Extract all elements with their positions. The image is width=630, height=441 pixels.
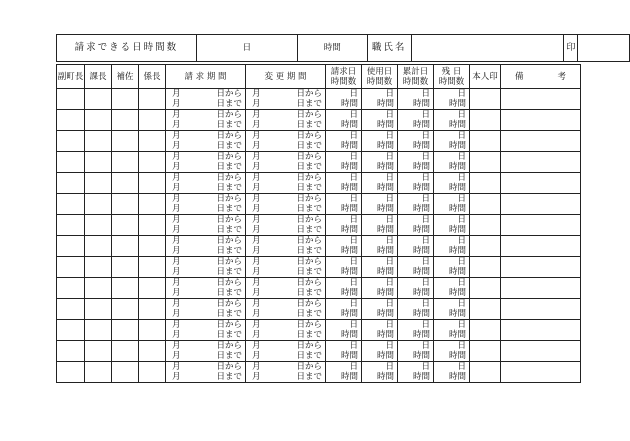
kacho-stamp[interactable] <box>85 299 112 320</box>
leave-request-sheet <box>56 34 630 383</box>
request-days-cell[interactable]: 日 時間 <box>326 173 362 194</box>
used-days-cell[interactable]: 日 時間 <box>362 257 398 278</box>
remaining-days-cell[interactable]: 日 時間 <box>434 278 470 299</box>
remaining-days-cell[interactable]: 日 時間 <box>434 89 470 110</box>
cumulative-days-cell[interactable]: 日 時間 <box>398 173 434 194</box>
cumulative-days-cell[interactable]: 日 時間 <box>398 278 434 299</box>
cumulative-days-cell[interactable]: 日 時間 <box>398 215 434 236</box>
hosa-stamp[interactable] <box>112 236 139 257</box>
kacho-stamp[interactable] <box>85 362 112 383</box>
fukuchocho-stamp[interactable] <box>57 89 85 110</box>
change-period-cell[interactable]: 月 日から 月 日まで <box>246 173 326 194</box>
used-days-cell[interactable]: 日 時間 <box>362 194 398 215</box>
remarks-cell[interactable] <box>501 299 581 320</box>
personal-seal-cell[interactable] <box>470 152 501 173</box>
request-period-cell[interactable]: 月 日から 月 日まで <box>166 173 246 194</box>
personal-seal-cell[interactable] <box>470 173 501 194</box>
remaining-days-cell[interactable]: 日 時間 <box>434 320 470 341</box>
personal-seal-cell[interactable] <box>470 89 501 110</box>
hour-unit: 時間 <box>323 43 341 53</box>
used-days-cell[interactable]: 日 時間 <box>362 320 398 341</box>
used-days-cell[interactable]: 日 時間 <box>362 131 398 152</box>
request-period-cell[interactable]: 月 日から 月 日まで <box>166 341 246 362</box>
kakaricho-stamp[interactable] <box>139 320 166 341</box>
request-period-cell[interactable]: 月 日から 月 日まで <box>166 152 246 173</box>
kakaricho-stamp[interactable] <box>139 299 166 320</box>
hosa-stamp[interactable] <box>112 299 139 320</box>
request-period-cell[interactable]: 月 日から 月 日まで <box>166 215 246 236</box>
table-row <box>57 215 581 236</box>
kakaricho-stamp[interactable] <box>139 89 166 110</box>
request-days-cell[interactable]: 日 時間 <box>326 278 362 299</box>
change-period-cell[interactable]: 月 日から 月 日まで <box>246 299 326 320</box>
table-row <box>57 341 581 362</box>
hosa-stamp[interactable] <box>112 278 139 299</box>
table-row <box>57 110 581 131</box>
hosa-stamp[interactable] <box>112 152 139 173</box>
remarks-cell[interactable] <box>501 236 581 257</box>
name-label: 職氏名 <box>367 35 411 62</box>
claimable-days-label: 請求できる日時間数 <box>57 35 197 62</box>
used-days-cell[interactable]: 日 時間 <box>362 362 398 383</box>
kakaricho-stamp[interactable] <box>139 362 166 383</box>
cumulative-days-cell[interactable]: 日 時間 <box>398 341 434 362</box>
personal-seal-cell[interactable] <box>470 236 501 257</box>
remaining-days-cell[interactable]: 日 時間 <box>434 110 470 131</box>
kakaricho-stamp[interactable] <box>139 152 166 173</box>
col-used: 使用日 時間数 <box>362 65 398 89</box>
remarks-cell[interactable] <box>501 131 581 152</box>
change-period-cell[interactable]: 月 日から 月 日まで <box>246 320 326 341</box>
hosa-stamp[interactable] <box>112 110 139 131</box>
remarks-cell[interactable] <box>501 215 581 236</box>
kacho-stamp[interactable] <box>85 194 112 215</box>
table-row <box>57 278 581 299</box>
table-row <box>57 320 581 341</box>
cumulative-days-cell[interactable]: 日 時間 <box>398 320 434 341</box>
remarks-cell[interactable] <box>501 257 581 278</box>
request-period-cell[interactable]: 月 日から 月 日まで <box>166 257 246 278</box>
request-period-cell[interactable]: 月 日から 月 日まで <box>166 236 246 257</box>
fukuchocho-stamp[interactable] <box>57 152 85 173</box>
kakaricho-stamp[interactable] <box>139 341 166 362</box>
request-period-cell[interactable]: 月 日から 月 日まで <box>166 110 246 131</box>
change-period-cell[interactable]: 月 日から 月 日まで <box>246 131 326 152</box>
remaining-days-cell[interactable]: 日 時間 <box>434 299 470 320</box>
cumulative-days-cell[interactable]: 日 時間 <box>398 236 434 257</box>
request-days-cell[interactable]: 日 時間 <box>326 320 362 341</box>
used-days-cell[interactable]: 日 時間 <box>362 173 398 194</box>
hosa-stamp[interactable] <box>112 257 139 278</box>
fukuchocho-stamp[interactable] <box>57 362 85 383</box>
cumulative-days-cell[interactable]: 日 時間 <box>398 152 434 173</box>
claimable-hours-cell[interactable] <box>298 35 368 62</box>
name-field[interactable] <box>411 35 564 62</box>
kakaricho-stamp[interactable] <box>139 110 166 131</box>
request-period-cell[interactable]: 月 日から 月 日まで <box>166 89 246 110</box>
table-row <box>57 257 581 278</box>
kakaricho-stamp[interactable] <box>139 236 166 257</box>
request-days-cell[interactable]: 日 時間 <box>326 194 362 215</box>
kakaricho-stamp[interactable] <box>139 215 166 236</box>
request-period-cell[interactable]: 月 日から 月 日まで <box>166 278 246 299</box>
change-period-cell[interactable]: 月 日から 月 日まで <box>246 257 326 278</box>
request-days-cell[interactable]: 日 時間 <box>326 152 362 173</box>
remarks-cell[interactable] <box>501 110 581 131</box>
remaining-days-cell[interactable]: 日 時間 <box>434 341 470 362</box>
personal-seal-cell[interactable] <box>470 278 501 299</box>
hosa-stamp[interactable] <box>112 173 139 194</box>
cumulative-days-cell[interactable]: 日 時間 <box>398 299 434 320</box>
fukuchocho-stamp[interactable] <box>57 194 85 215</box>
seal-box[interactable] <box>578 35 630 62</box>
cumulative-days-cell[interactable]: 日 時間 <box>398 194 434 215</box>
request-period-cell[interactable]: 月 日から 月 日まで <box>166 362 246 383</box>
seal-label: 印 <box>564 35 578 62</box>
change-period-cell[interactable]: 月 日から 月 日まで <box>246 236 326 257</box>
remaining-days-cell[interactable]: 日 時間 <box>434 194 470 215</box>
fukuchocho-stamp[interactable] <box>57 173 85 194</box>
col-remaining: 残 日 時間数 <box>434 65 470 89</box>
table-row <box>57 173 581 194</box>
kacho-stamp[interactable] <box>85 173 112 194</box>
col-kacho: 課長 <box>85 65 112 89</box>
change-period-cell[interactable]: 月 日から 月 日まで <box>246 341 326 362</box>
request-period-cell[interactable]: 月 日から 月 日まで <box>166 131 246 152</box>
kakaricho-stamp[interactable] <box>139 131 166 152</box>
personal-seal-cell[interactable] <box>470 110 501 131</box>
ledger-table <box>56 64 581 383</box>
kacho-stamp[interactable] <box>85 320 112 341</box>
remaining-days-cell[interactable]: 日 時間 <box>434 236 470 257</box>
hosa-stamp[interactable] <box>112 131 139 152</box>
col-request-period: 請 求 期 間 <box>166 65 246 89</box>
request-period-cell[interactable]: 月 日から 月 日まで <box>166 194 246 215</box>
request-days-cell[interactable]: 日 時間 <box>326 131 362 152</box>
fukuchocho-stamp[interactable] <box>57 236 85 257</box>
cumulative-days-cell[interactable]: 日 時間 <box>398 257 434 278</box>
kacho-stamp[interactable] <box>85 257 112 278</box>
request-period-cell[interactable]: 月 日から 月 日まで <box>166 320 246 341</box>
fukuchocho-stamp[interactable] <box>57 299 85 320</box>
hosa-stamp[interactable] <box>112 341 139 362</box>
remaining-days-cell[interactable]: 日 時間 <box>434 362 470 383</box>
kacho-stamp[interactable] <box>85 110 112 131</box>
used-days-cell[interactable]: 日 時間 <box>362 236 398 257</box>
used-days-cell[interactable]: 日 時間 <box>362 215 398 236</box>
kacho-stamp[interactable] <box>85 341 112 362</box>
remaining-days-cell[interactable]: 日 時間 <box>434 131 470 152</box>
request-days-cell[interactable]: 日 時間 <box>326 89 362 110</box>
personal-seal-cell[interactable] <box>470 131 501 152</box>
remarks-cell[interactable] <box>501 362 581 383</box>
table-row <box>57 362 581 383</box>
personal-seal-cell[interactable] <box>470 362 501 383</box>
used-days-cell[interactable]: 日 時間 <box>362 299 398 320</box>
request-days-cell[interactable]: 日 時間 <box>326 110 362 131</box>
change-period-cell[interactable]: 月 日から 月 日まで <box>246 278 326 299</box>
cumulative-days-cell[interactable]: 日 時間 <box>398 110 434 131</box>
hosa-stamp[interactable] <box>112 89 139 110</box>
remaining-days-cell[interactable]: 日 時間 <box>434 152 470 173</box>
cumulative-days-cell[interactable]: 日 時間 <box>398 362 434 383</box>
fukuchocho-stamp[interactable] <box>57 131 85 152</box>
remaining-days-cell[interactable]: 日 時間 <box>434 257 470 278</box>
personal-seal-cell[interactable] <box>470 299 501 320</box>
remarks-cell[interactable] <box>501 152 581 173</box>
remarks-cell[interactable] <box>501 341 581 362</box>
col-cumulative: 累計日 時間数 <box>398 65 434 89</box>
request-days-cell[interactable]: 日 時間 <box>326 236 362 257</box>
change-period-cell[interactable]: 月 日から 月 日まで <box>246 89 326 110</box>
hosa-stamp[interactable] <box>112 194 139 215</box>
kacho-stamp[interactable] <box>85 152 112 173</box>
change-period-cell[interactable]: 月 日から 月 日まで <box>246 152 326 173</box>
personal-seal-cell[interactable] <box>470 341 501 362</box>
cumulative-days-cell[interactable]: 日 時間 <box>398 89 434 110</box>
remarks-cell[interactable] <box>501 173 581 194</box>
fukuchocho-stamp[interactable] <box>57 320 85 341</box>
request-days-cell[interactable]: 日 時間 <box>326 341 362 362</box>
request-days-cell[interactable]: 日 時間 <box>326 257 362 278</box>
fukuchocho-stamp[interactable] <box>57 341 85 362</box>
kacho-stamp[interactable] <box>85 89 112 110</box>
ledger-body <box>57 89 581 383</box>
remarks-cell[interactable] <box>501 320 581 341</box>
used-days-cell[interactable]: 日 時間 <box>362 110 398 131</box>
kakaricho-stamp[interactable] <box>139 194 166 215</box>
request-days-cell[interactable]: 日 時間 <box>326 299 362 320</box>
request-days-cell[interactable]: 日 時間 <box>326 362 362 383</box>
used-days-cell[interactable]: 日 時間 <box>362 152 398 173</box>
col-hosa: 補佐 <box>112 65 139 89</box>
table-row <box>57 194 581 215</box>
claimable-days-cell[interactable] <box>196 35 297 62</box>
personal-seal-cell[interactable] <box>470 320 501 341</box>
table-row <box>57 89 581 110</box>
fukuchocho-stamp[interactable] <box>57 215 85 236</box>
change-period-cell[interactable]: 月 日から 月 日まで <box>246 215 326 236</box>
kacho-stamp[interactable] <box>85 236 112 257</box>
change-period-cell[interactable]: 月 日から 月 日まで <box>246 110 326 131</box>
table-row <box>57 236 581 257</box>
table-row <box>57 299 581 320</box>
col-remarks: 備 考 <box>501 65 581 89</box>
col-kakaricho: 係長 <box>139 65 166 89</box>
day-unit: 日 <box>242 43 252 53</box>
remarks-cell[interactable] <box>501 89 581 110</box>
kakaricho-stamp[interactable] <box>139 173 166 194</box>
hosa-stamp[interactable] <box>112 362 139 383</box>
request-period-cell[interactable]: 月 日から 月 日まで <box>166 299 246 320</box>
used-days-cell[interactable]: 日 時間 <box>362 89 398 110</box>
col-personal-seal: 本人印 <box>470 65 501 89</box>
remarks-cell[interactable] <box>501 194 581 215</box>
change-period-cell[interactable]: 月 日から 月 日まで <box>246 194 326 215</box>
kakaricho-stamp[interactable] <box>139 257 166 278</box>
fukuchocho-stamp[interactable] <box>57 278 85 299</box>
hosa-stamp[interactable] <box>112 215 139 236</box>
request-days-cell[interactable]: 日 時間 <box>326 215 362 236</box>
remaining-days-cell[interactable]: 日 時間 <box>434 215 470 236</box>
kacho-stamp[interactable] <box>85 215 112 236</box>
personal-seal-cell[interactable] <box>470 215 501 236</box>
col-change-period: 変 更 期 間 <box>246 65 326 89</box>
table-row <box>57 131 581 152</box>
hosa-stamp[interactable] <box>112 320 139 341</box>
table-row <box>57 152 581 173</box>
header-table <box>56 34 630 62</box>
kacho-stamp[interactable] <box>85 131 112 152</box>
cumulative-days-cell[interactable]: 日 時間 <box>398 131 434 152</box>
kakaricho-stamp[interactable] <box>139 278 166 299</box>
personal-seal-cell[interactable] <box>470 257 501 278</box>
personal-seal-cell[interactable] <box>470 194 501 215</box>
remarks-cell[interactable] <box>501 278 581 299</box>
remaining-days-cell[interactable]: 日 時間 <box>434 173 470 194</box>
fukuchocho-stamp[interactable] <box>57 257 85 278</box>
col-request-days: 請求日 時間数 <box>326 65 362 89</box>
used-days-cell[interactable]: 日 時間 <box>362 278 398 299</box>
used-days-cell[interactable]: 日 時間 <box>362 341 398 362</box>
col-fukuchocho: 副町長 <box>57 65 85 89</box>
fukuchocho-stamp[interactable] <box>57 110 85 131</box>
change-period-cell[interactable]: 月 日から 月 日まで <box>246 362 326 383</box>
kacho-stamp[interactable] <box>85 278 112 299</box>
